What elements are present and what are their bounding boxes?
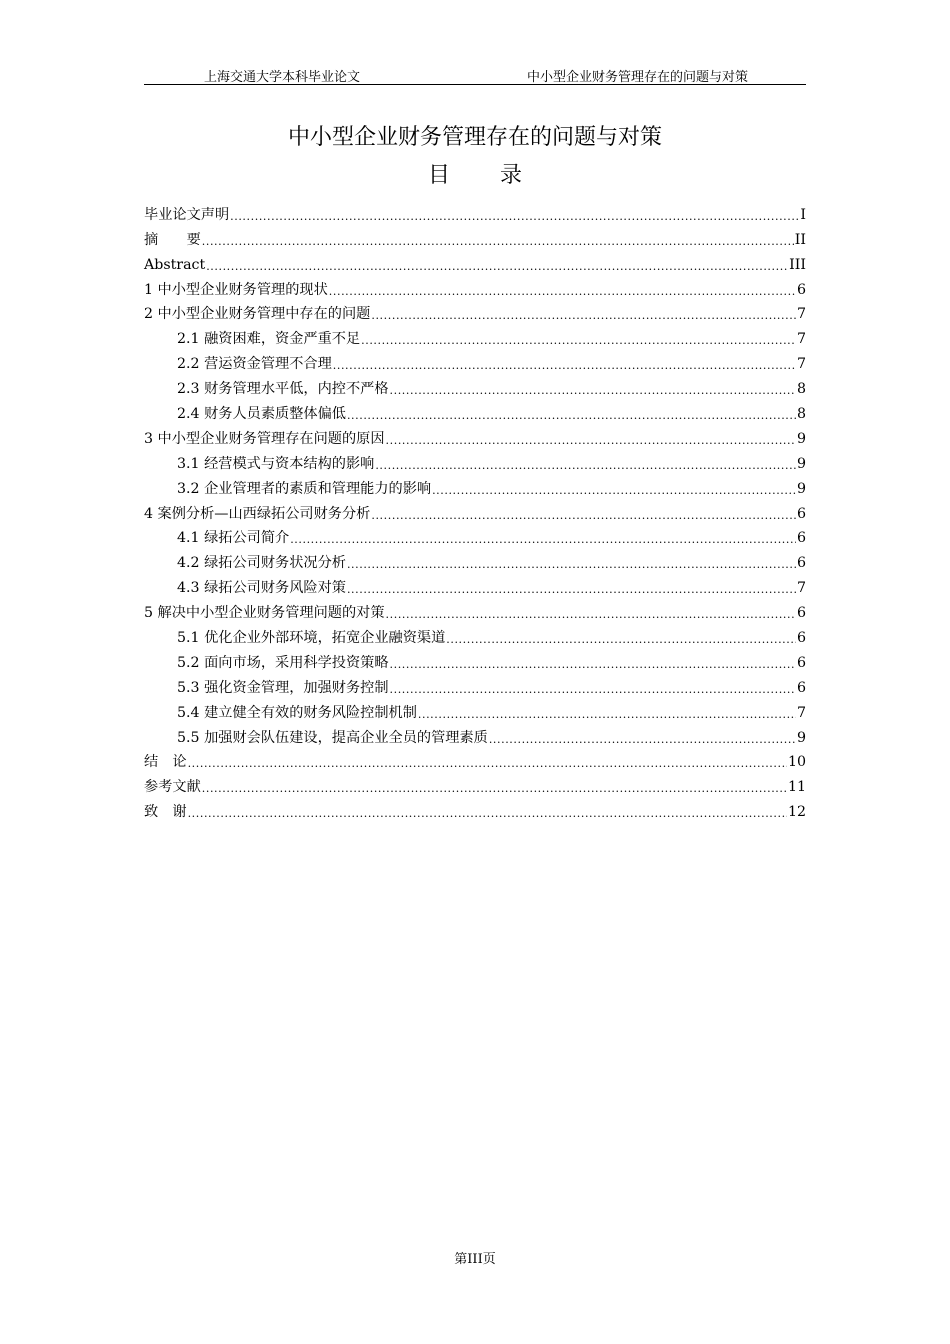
toc-entry-title: 致 谢 [144, 804, 187, 821]
toc-entry-page: 7 [796, 704, 806, 721]
toc-entry[interactable] [144, 199, 806, 224]
toc-dot-leader [418, 708, 796, 722]
toc-dot-leader [347, 583, 796, 597]
toc-entry-title: 2.2 营运资金管理不合理 [177, 356, 332, 373]
toc-dot-leader [290, 533, 796, 547]
toc-entry-page: 7 [796, 580, 806, 597]
toc-dot-leader [489, 733, 796, 747]
toc-entry-title: 3 中小型企业财务管理存在问题的原因 [144, 430, 385, 447]
toc-dot-leader [188, 807, 787, 821]
toc-entry-title: 毕业论文声明 [144, 206, 230, 223]
toc-entry-page: 6 [796, 679, 806, 696]
toc-dot-leader [371, 309, 796, 323]
toc-dot-leader [230, 210, 799, 224]
toc-dot-leader [371, 509, 796, 523]
toc-entry-page: 9 [796, 455, 806, 472]
toc-entry[interactable] [144, 274, 806, 299]
toc-dot-leader [202, 235, 794, 249]
toc-entry-title: 5 解决中小型企业财务管理问题的对策 [144, 605, 385, 622]
toc-entry-page: 9 [796, 480, 806, 497]
toc-entry[interactable] [144, 697, 806, 722]
toc-dot-leader [361, 334, 796, 348]
toc-entry-page: 8 [796, 406, 806, 423]
toc-dot-leader [202, 782, 787, 796]
toc-entry-page: 6 [796, 555, 806, 572]
toc-entry-title: 4.2 绿拓公司财务状况分析 [177, 555, 346, 572]
header-left-text: 上海交通大学本科毕业论文 [204, 70, 361, 85]
toc-entry-page: 6 [796, 505, 806, 522]
toc-entry-page: 7 [796, 356, 806, 373]
toc-entry[interactable] [144, 597, 806, 622]
toc-dot-leader [386, 434, 796, 448]
toc-entry[interactable] [144, 473, 806, 498]
toc-entry[interactable] [144, 572, 806, 597]
toc-entry[interactable] [144, 398, 806, 423]
toc-entry[interactable] [144, 323, 806, 348]
toc-entry-title: 5.3 强化资金管理，加强财务控制 [177, 679, 389, 696]
toc-dot-leader [432, 484, 796, 498]
toc-entry[interactable] [144, 373, 806, 398]
toc-entry-page: 9 [796, 430, 806, 447]
toc-entry-title: 5.2 面向市场，采用科学投资策略 [177, 654, 389, 671]
table-of-contents [144, 199, 806, 821]
toc-dot-leader [329, 285, 796, 299]
toc-entry-page: 6 [796, 654, 806, 671]
toc-entry-title: 2.3 财务管理水平低，内控不严格 [177, 381, 389, 398]
toc-entry-page: III [789, 256, 806, 273]
document-title: 中小型企业财务管理存在的问题与对策 [287, 125, 662, 150]
page-number: 第III页 [454, 1252, 496, 1267]
toc-heading-char-1: 目 [427, 163, 450, 188]
toc-entry[interactable] [144, 348, 806, 373]
toc-entry[interactable] [144, 672, 806, 697]
toc-entry-page: 9 [796, 729, 806, 746]
toc-dot-leader [390, 384, 796, 398]
toc-dot-leader [188, 757, 787, 771]
toc-entry[interactable] [144, 622, 806, 647]
toc-dot-leader [386, 608, 796, 622]
toc-entry[interactable] [144, 796, 806, 821]
toc-entry-title: 5.1 优化企业外部环境，拓宽企业融资渠道 [177, 630, 446, 647]
toc-entry-title: Abstract [144, 256, 206, 273]
toc-entry-page: 6 [796, 630, 806, 647]
toc-dot-leader [347, 558, 796, 572]
toc-entry-page: II [794, 231, 806, 248]
toc-entry-title: 5.4 建立健全有效的财务风险控制机制 [177, 704, 417, 721]
toc-entry-title: 4.3 绿拓公司财务风险对策 [177, 580, 346, 597]
toc-entry-title: 3.2 企业管理者的素质和管理能力的影响 [177, 480, 432, 497]
toc-entry[interactable] [144, 523, 806, 548]
toc-entry-title: 5.5 加强财会队伍建设，提高企业全员的管理素质 [177, 729, 488, 746]
toc-dot-leader [390, 658, 796, 672]
toc-entry[interactable] [144, 249, 806, 274]
toc-entry[interactable] [144, 771, 806, 796]
toc-entry[interactable] [144, 448, 806, 473]
toc-dot-leader [390, 683, 796, 697]
toc-entry[interactable] [144, 747, 806, 772]
toc-dot-leader [446, 633, 796, 647]
toc-entry-page: 6 [796, 530, 806, 547]
toc-dot-leader [375, 459, 796, 473]
page-header [144, 64, 806, 85]
toc-entry-title: 2.4 财务人员素质整体偏低 [177, 406, 346, 423]
toc-entry-title: 摘 要 [144, 231, 201, 248]
toc-entry-page: I [800, 206, 806, 223]
toc-dot-leader [206, 260, 788, 274]
toc-dot-leader [333, 359, 796, 373]
toc-entry-title: 4 案例分析—山西绿拓公司财务分析 [144, 505, 371, 522]
toc-heading [0, 158, 950, 189]
toc-entry[interactable] [144, 647, 806, 672]
header-right-text: 中小型企业财务管理存在的问题与对策 [526, 70, 748, 85]
toc-entry-page: 8 [796, 381, 806, 398]
toc-entry-page: 7 [796, 306, 806, 323]
toc-entry[interactable] [144, 498, 806, 523]
toc-entry-page: 7 [796, 331, 806, 348]
toc-entry-title: 3.1 经营模式与资本结构的影响 [177, 455, 375, 472]
toc-heading-char-2: 录 [500, 163, 523, 188]
toc-entry[interactable] [144, 547, 806, 572]
toc-entry[interactable] [144, 224, 806, 249]
toc-entry-title: 2.1 融资困难，资金严重不足 [177, 331, 361, 348]
toc-entry-page: 11 [787, 779, 806, 796]
toc-entry-page: 6 [796, 605, 806, 622]
toc-entry-title: 2 中小型企业财务管理中存在的问题 [144, 306, 371, 323]
toc-entry[interactable] [144, 299, 806, 324]
toc-entry-title: 结 论 [144, 754, 187, 771]
toc-entry-title: 1 中小型企业财务管理的现状 [144, 281, 328, 298]
toc-entry[interactable] [144, 423, 806, 448]
toc-entry-page: 10 [787, 754, 806, 771]
toc-dot-leader [347, 409, 796, 423]
toc-entry-page: 12 [787, 804, 806, 821]
toc-entry-page: 6 [796, 281, 806, 298]
toc-entry-title: 参考文献 [144, 779, 201, 796]
toc-entry[interactable] [144, 722, 806, 747]
toc-entry-title: 4.1 绿拓公司简介 [177, 530, 290, 547]
